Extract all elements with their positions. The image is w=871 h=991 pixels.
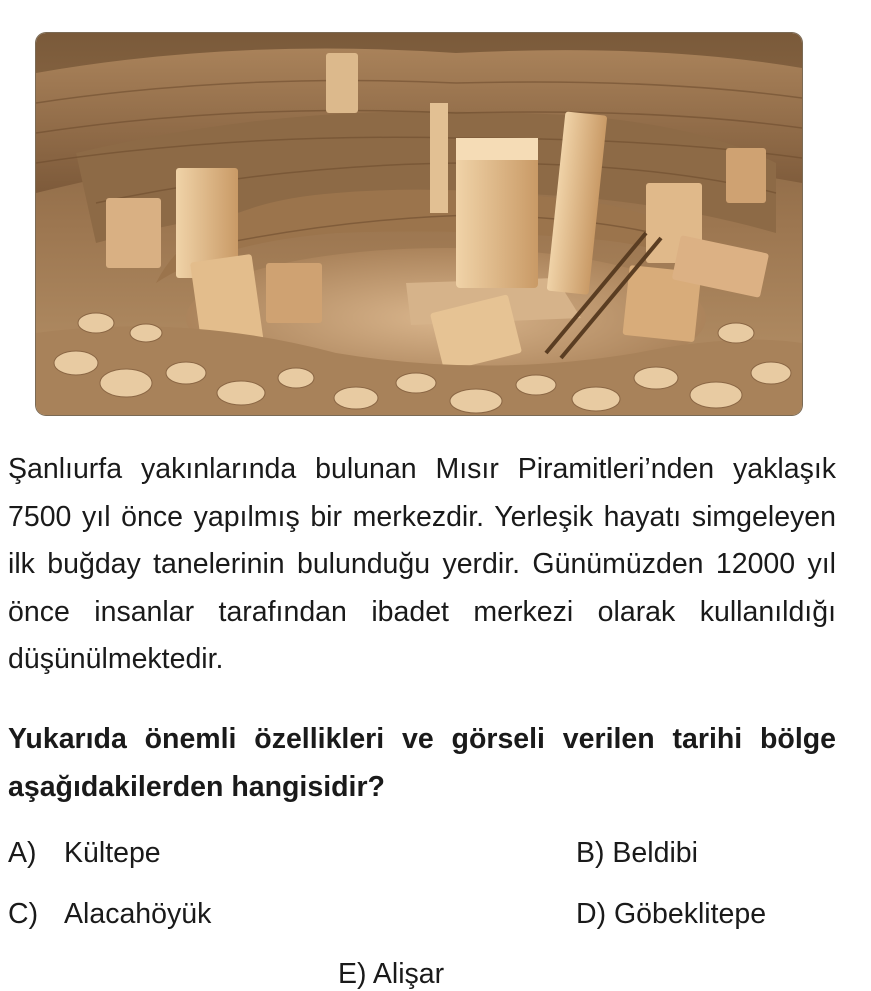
option-d[interactable] (576, 897, 766, 931)
passage-text: Şanlıurfa yakınlarında bulunan Mısır Piramitleri’nden yaklaşık 7500 yıl önce yapılmış bir merkezdir. Yerleşik hayatı simgeleyen ilk buğday tanelerinin bulunduğu yerdir. Günümüzden 12000 yıl önce insanlar tarafından ibadet merkezi olarak kullanıldığı düşünülmektedir. (8, 453, 836, 675)
option-c[interactable] (8, 897, 211, 931)
option-e-letter: E) (338, 958, 367, 990)
option-e[interactable] (338, 957, 444, 991)
option-b-letter: B) (576, 837, 605, 869)
option-a[interactable] (8, 836, 161, 870)
option-c-text: Alacahöyük (64, 898, 212, 930)
option-d-letter: D) (576, 898, 607, 930)
site-illustration (36, 33, 802, 415)
option-a-letter: A) (8, 837, 37, 869)
question-text: Yukarıda önemli özellikleri ve görseli verilen tarihi bölge aşağıdakilerden hangisidir? (8, 723, 836, 803)
option-d-text: Göbeklitepe (614, 898, 767, 930)
option-b-text: Beldibi (612, 837, 698, 869)
option-e-text: Alişar (372, 958, 445, 990)
option-b[interactable] (576, 836, 698, 870)
option-a-text: Kültepe (64, 837, 161, 869)
archaeological-site-photo (36, 33, 802, 415)
option-c-letter: C) (8, 898, 39, 930)
